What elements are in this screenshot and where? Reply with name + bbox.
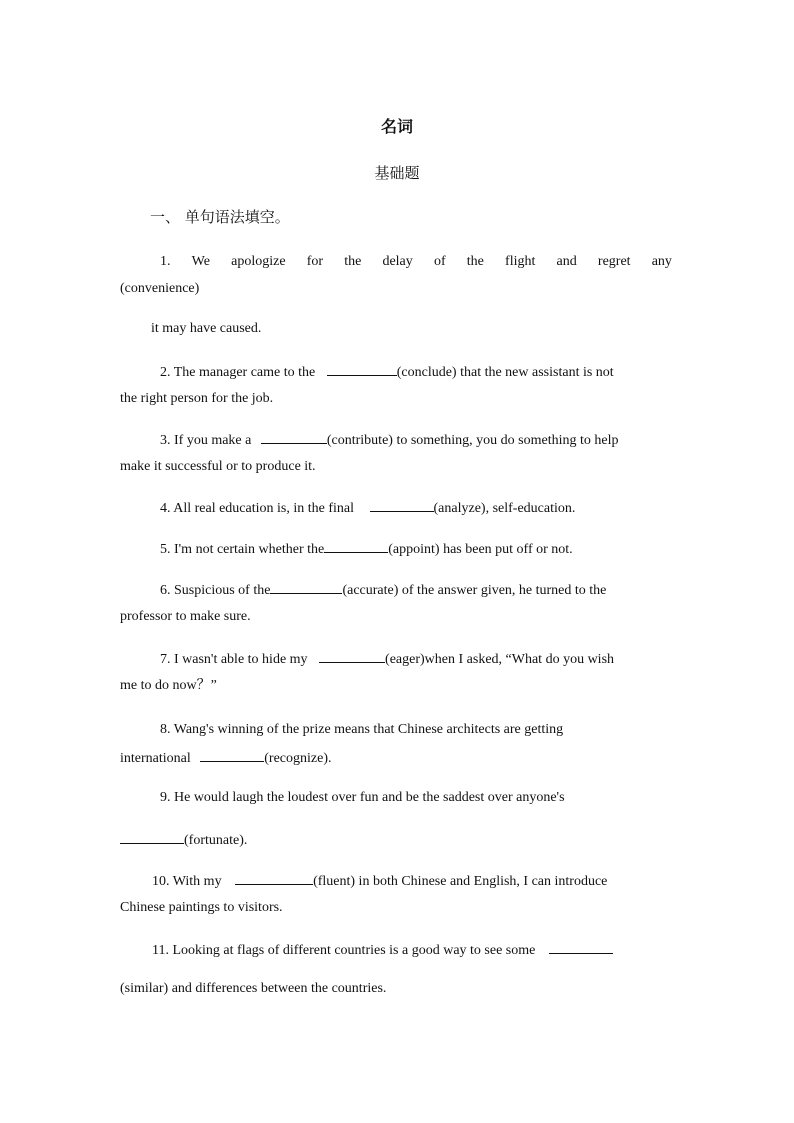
question-6-hint: (accurate) of the answer given, he turned to the bbox=[342, 583, 607, 598]
question-7-text: 7. I wasn't able to hide my bbox=[160, 652, 308, 667]
question-7-line bbox=[160, 649, 614, 669]
question-6-text: 6. Suspicious of the bbox=[160, 583, 271, 598]
question-10-text: 10. With my bbox=[152, 874, 222, 889]
question-5-hint: (appoint) has been put off or not. bbox=[388, 542, 573, 557]
answer-blank-2[interactable] bbox=[327, 362, 397, 376]
question-11-text: 11. Looking at flags of different countries is a good way to see some bbox=[152, 943, 536, 958]
question-2-text: 2. The manager came to the bbox=[160, 365, 316, 380]
answer-blank-10[interactable] bbox=[235, 871, 313, 885]
question-2-line bbox=[160, 362, 614, 382]
answer-blank-8[interactable] bbox=[200, 748, 264, 762]
section-heading: 一、 单句语法填空。 bbox=[150, 208, 290, 226]
question-1-word: of bbox=[433, 254, 446, 269]
question-1-word: apologize bbox=[231, 254, 286, 269]
question-1-line bbox=[160, 253, 672, 271]
answer-blank-9[interactable] bbox=[120, 830, 184, 844]
question-8-hint: (recognize). bbox=[264, 751, 332, 766]
question-11-line bbox=[152, 940, 613, 960]
question-10-line bbox=[152, 871, 607, 891]
question-2-hint: (conclude) that the new assistant is not bbox=[396, 365, 614, 380]
question-1-word: any bbox=[651, 254, 672, 269]
question-7-continuation: me to do now？” bbox=[120, 678, 217, 693]
question-8-text: international bbox=[120, 751, 191, 766]
question-1-hint: (convenience) bbox=[120, 281, 200, 296]
question-2-continuation: the right person for the job. bbox=[120, 391, 274, 406]
question-4-hint: (analyze), self-education. bbox=[433, 501, 576, 516]
question-1-word: We bbox=[191, 254, 210, 269]
question-1-word: delay bbox=[382, 254, 413, 269]
question-4-line bbox=[160, 498, 575, 518]
question-1-word: the bbox=[344, 254, 362, 269]
question-9-line: 9. He would laugh the loudest over fun and be the saddest over anyone's bbox=[160, 790, 565, 805]
question-5-line bbox=[160, 539, 573, 559]
question-3-text: 3. If you make a bbox=[160, 433, 252, 448]
question-11-continuation: (similar) and differences between the countries. bbox=[120, 981, 387, 996]
question-1-word: regret bbox=[597, 254, 631, 269]
question-3-continuation: make it successful or to produce it. bbox=[120, 459, 316, 474]
question-7-hint: (eager)when I asked, “What do you wish bbox=[385, 652, 615, 667]
page-title: 名词 bbox=[380, 117, 413, 136]
question-9-continuation bbox=[120, 830, 247, 850]
question-8-line: 8. Wang's winning of the prize means that Chinese architects are getting bbox=[160, 722, 564, 737]
question-1-continuation: it may have caused. bbox=[151, 321, 262, 336]
question-1-word: 1. bbox=[160, 254, 171, 269]
answer-blank-7[interactable] bbox=[319, 649, 385, 663]
question-9-hint: (fortunate). bbox=[184, 833, 248, 848]
question-6-continuation: professor to make sure. bbox=[120, 609, 251, 624]
page-subtitle: 基础题 bbox=[374, 164, 420, 182]
answer-blank-3[interactable] bbox=[261, 430, 327, 444]
answer-blank-5[interactable] bbox=[324, 539, 388, 553]
question-1-word: and bbox=[556, 254, 577, 269]
question-3-line bbox=[160, 430, 619, 450]
question-1-word: the bbox=[466, 254, 484, 269]
question-3-hint: (contribute) to something, you do something to help bbox=[326, 433, 619, 448]
question-8-continuation bbox=[120, 748, 332, 768]
question-10-hint: (fluent) in both Chinese and English, I can introduce bbox=[313, 874, 608, 889]
question-1-word: flight bbox=[505, 254, 536, 269]
question-5-text: 5. I'm not certain whether the bbox=[160, 542, 325, 557]
answer-blank-6[interactable] bbox=[270, 580, 342, 594]
question-1-word: for bbox=[306, 254, 324, 269]
question-6-line bbox=[160, 580, 606, 600]
answer-blank-11[interactable] bbox=[549, 940, 613, 954]
question-4-text: 4. All real education is, in the final bbox=[160, 501, 355, 516]
answer-blank-4[interactable] bbox=[370, 498, 434, 512]
question-10-continuation: Chinese paintings to visitors. bbox=[120, 900, 283, 915]
